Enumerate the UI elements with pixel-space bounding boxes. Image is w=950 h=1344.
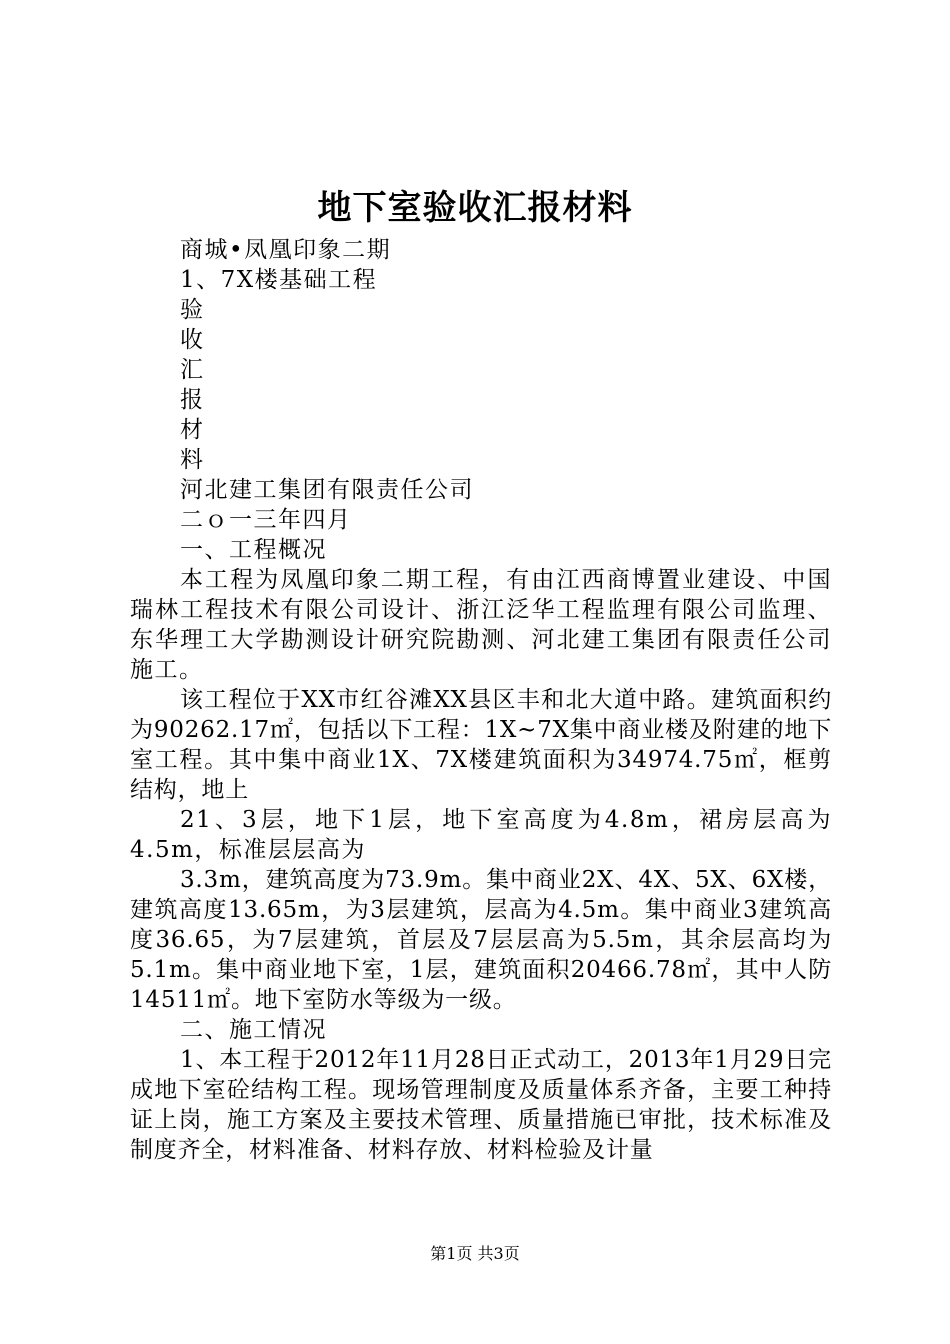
paragraph: 该工程位于XX市红谷滩XX县区丰和北大道中路。建筑面积约为90262.17㎡，包括以下工程：1X~7X集中商业楼及附建的地下室工程。其中集中商业1X、7X楼建筑面积为34974.75㎡，框剪结构，地上 [130,687,832,803]
cover-vertical-char: 汇 [180,357,205,383]
document-body [130,235,832,1165]
cover-company: 河北建工集团有限责任公司 [180,477,474,503]
cover-scope: 1、7X楼基础工程 [180,267,378,293]
cover-date: 二ｏ一三年四月 [180,507,352,533]
cover-project: 商城•凤凰印象二期 [180,237,392,263]
document-title: 地下室验收汇报材料 [317,188,633,228]
paragraph: 21、3层，地下1层，地下室高度为4.8m，裙房层高为4.5m，标准层层高为 [130,807,832,863]
section-heading: 一、工程概况 [180,537,327,563]
cover-vertical-char: 验 [180,297,205,323]
paragraph: 本工程为凤凰印象二期工程，有由江西商博置业建设、中国瑞林工程技术有限公司设计、浙江泛华工程监理有限公司监理、东华理工大学勘测设计研究院勘测、河北建工集团有限责任公司施工。 [130,567,832,683]
paragraph: 1、本工程于2012年11月28日正式动工，2013年1月29日完成地下室砼结构工程。现场管理制度及质量体系齐备，主要工种持证上岗，施工方案及主要技术管理、质量措施已审批，技术标准及制度齐全，材料准备、材料存放、材料检验及计量 [130,1047,832,1163]
section-heading: 二、施工情况 [180,1017,327,1043]
page-footer: 第1页 共3页 [430,1244,520,1263]
cover-vertical-char: 报 [180,387,205,413]
cover-vertical-char: 收 [180,327,205,353]
cover-vertical-char: 料 [180,447,205,473]
paragraph: 3.3m，建筑高度为73.9m。集中商业2X、4X、5X、6X楼，建筑高度13.65m，为3层建筑，层高为4.5m。集中商业3建筑高度36.65，为7层建筑，首层及7层层高为5.5m，其余层高均为5.1m。集中商业地下室，1层，建筑面积20466.78㎡，其中人防14511㎡。地下室防水等级为一级。 [130,867,832,1013]
cover-vertical-char: 材 [180,417,205,443]
